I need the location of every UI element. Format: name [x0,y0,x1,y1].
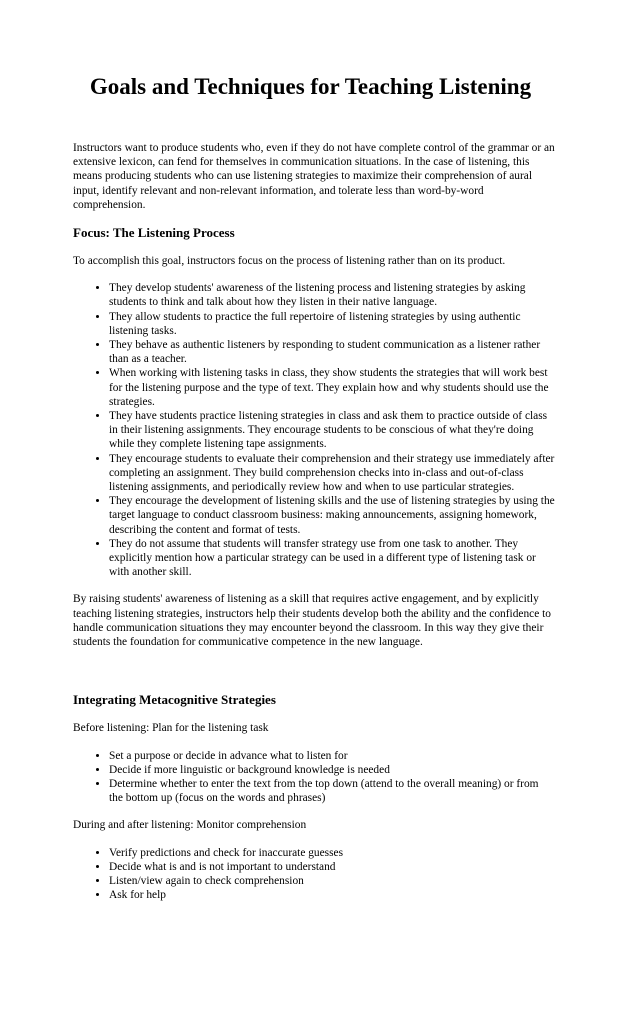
during-listening-list [73,846,555,903]
list-item: • When working with listening tasks in class, they show students the strategies that will work best for the listening purpose and the type of text. They explain how and why students should use the strategies. [109,366,555,409]
list-item: • They allow students to practice the full repertoire of listening strategies by using authentic listening tasks. [109,310,555,338]
page-title: Goals and Techniques for Teaching Listening [89,74,532,99]
section-heading-listening-process: Focus: The Listening Process [73,225,235,241]
list-item: • They do not assume that students will transfer strategy use from one task to another. They explicitly mention how a particular strategy can be used in a different type of listening task or with another skill. [109,537,555,580]
closing-paragraph: By raising students' awareness of listening as a skill that requires active engagement, and by explicitly teaching listening strategies, instructors help their students develop both the ability and the confidence to handle communication situations they may encounter beyond the classroom. In this way they give their students the foundation for communicative competence in the new language. [73,593,551,649]
list-item: • They encourage students to evaluate their comprehension and their strategy use immediately after completing an assignment. They build comprehension checks into in-class and out-of-class listening assignments, and periodically review how and when to use particular strategies. [109,452,555,495]
before-listening-list [73,749,555,806]
listening-process-list [73,281,555,579]
list-item: • Listen/view again to check comprehension [109,874,555,888]
list-item: • Decide if more linguistic or background knowledge is needed [109,763,555,777]
list-item: • Set a purpose or decide in advance what to listen for [109,749,555,763]
section-heading-metacognitive: Integrating Metacognitive Strategies [73,692,276,708]
document-body [73,141,555,902]
list-item: • They encourage the development of listening skills and the use of listening strategies by using the target language to conduct classroom business: making announcements, assigning homework, describing the content and format of tests. [109,494,555,537]
intro-paragraph: Instructors want to produce students who, even if they do not have complete control of the grammar or an extensive lexicon, can fend for themselves in communication situations. In the case of listening, this means producing students who can use listening strategies to maximize their comprehension of aural input, identify relevant and non-relevant information, and tolerate less than word-by-word comprehension. [73,142,555,211]
before-listening-label: Before listening: Plan for the listening task [73,722,269,735]
list-item: • Determine whether to enter the text from the top down (attend to the overall meaning) or from the bottom up (focus on the words and phrases) [109,777,555,805]
list-item: • Verify predictions and check for inaccurate guesses [109,846,555,860]
list-item: • Ask for help [109,888,555,902]
during-listening-label: During and after listening: Monitor comprehension [73,819,307,832]
list-item: • They develop students' awareness of the listening process and listening strategies by asking students to think and talk about how they listen in their native language. [109,281,555,309]
list-item: • They behave as authentic listeners by responding to student communication as a listener rather than as a teacher. [109,338,555,366]
list-item: • Decide what is and is not important to understand [109,860,555,874]
list-item: • They have students practice listening strategies in class and ask them to practice outside of class in their listening assignments. They encourage students to be conscious of what they're doing while they complete listening tape assignments. [109,409,555,452]
section-lead-paragraph: To accomplish this goal, instructors focus on the process of listening rather than on its product. [73,255,506,268]
